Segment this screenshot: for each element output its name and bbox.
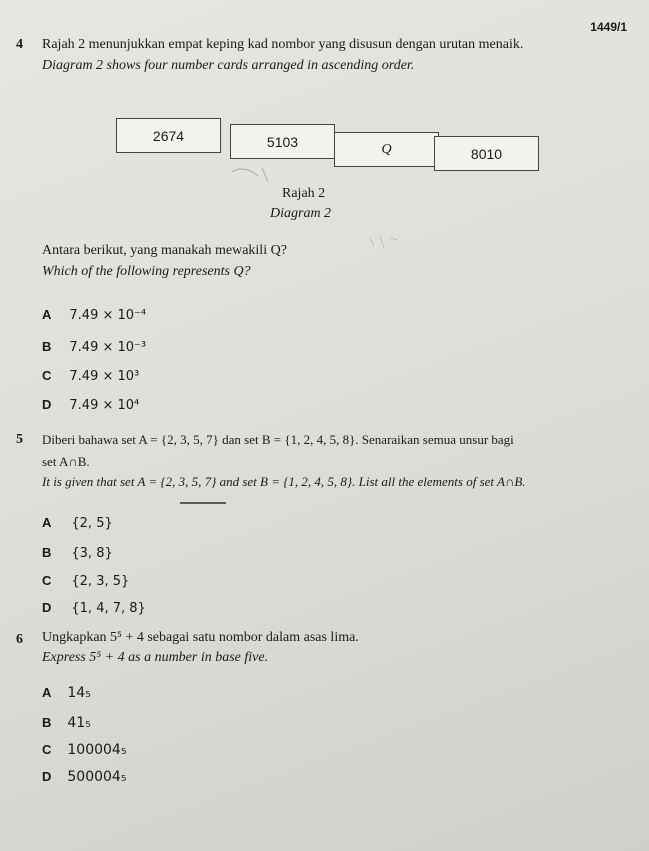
option-text: 7.49 × 10⁴ xyxy=(69,398,140,413)
option-text: 7.49 × 10³ xyxy=(69,369,140,384)
question-5-text-malay-line2: set A∩B. xyxy=(42,454,90,469)
question-6-number: 6 xyxy=(16,632,23,647)
option-letter: A xyxy=(42,515,52,530)
option-letter: B xyxy=(42,545,52,560)
diagram-caption-english: Diagram 2 xyxy=(270,206,332,221)
option-letter: C xyxy=(42,742,52,757)
option-letter: C xyxy=(42,368,52,383)
question-4-text-malay: Rajah 2 menunjukkan empat keping kad nombor yang disusun dengan urutan menaik. xyxy=(42,37,524,52)
question-4-text-english: Diagram 2 shows four number cards arranged in ascending order. xyxy=(42,58,415,73)
question-4-prompt-english: Which of the following represents Q? xyxy=(42,264,251,279)
option-text: {2, 5} xyxy=(71,516,113,531)
option-text: 7.49 × 10⁻³ xyxy=(69,340,147,355)
paper-code: 1449/1 xyxy=(590,20,627,34)
option-letter: D xyxy=(42,769,52,784)
option-text: {1, 4, 7, 8} xyxy=(71,601,146,616)
number-card-3-value: Q xyxy=(381,141,392,157)
question-6-text-malay: Ungkapkan 5⁵ + 4 sebagai satu nombor dalam asas lima. xyxy=(42,630,359,645)
question-5-text-malay-line1: Diberi bahawa set A = {2, 3, 5, 7} dan set B = {1, 2, 4, 5, 8}. Senaraikan semua unsur bagi xyxy=(42,432,514,447)
number-card-4-value: 8010 xyxy=(470,145,503,162)
option-letter: C xyxy=(42,573,52,588)
number-card-1-value: 2674 xyxy=(152,127,185,144)
option-letter: A xyxy=(42,307,52,322)
option-letter: B xyxy=(42,339,52,354)
option-text: {3, 8} xyxy=(71,546,113,561)
question-4-prompt-malay: Antara berikut, yang manakah mewakili Q? xyxy=(42,243,287,258)
question-5-number: 5 xyxy=(16,432,23,447)
option-text: {2, 3, 5} xyxy=(71,574,130,589)
option-text: 500004₅ xyxy=(67,769,127,785)
question-5-text-english: It is given that set A = {2, 3, 5, 7} and set B = {1, 2, 4, 5, 8}. List all the elements of set A∩B. xyxy=(42,474,526,489)
question-4-number: 4 xyxy=(16,37,23,52)
option-text: 14₅ xyxy=(67,685,91,701)
pencil-stroke-2 xyxy=(370,236,398,248)
number-card-2-value: 5103 xyxy=(266,133,299,150)
pencil-stroke-1 xyxy=(232,168,268,182)
question-6-text-english: Express 5⁵ + 4 as a number in base five. xyxy=(42,650,269,665)
option-text: 41₅ xyxy=(67,715,91,731)
option-text: 7.49 × 10⁻⁴ xyxy=(69,308,147,323)
option-letter: D xyxy=(42,397,52,412)
diagram-caption-malay: Rajah 2 xyxy=(282,186,326,201)
option-letter: D xyxy=(42,600,52,615)
option-letter: A xyxy=(42,685,52,700)
option-text: 100004₅ xyxy=(67,742,127,758)
option-letter: B xyxy=(42,715,52,730)
